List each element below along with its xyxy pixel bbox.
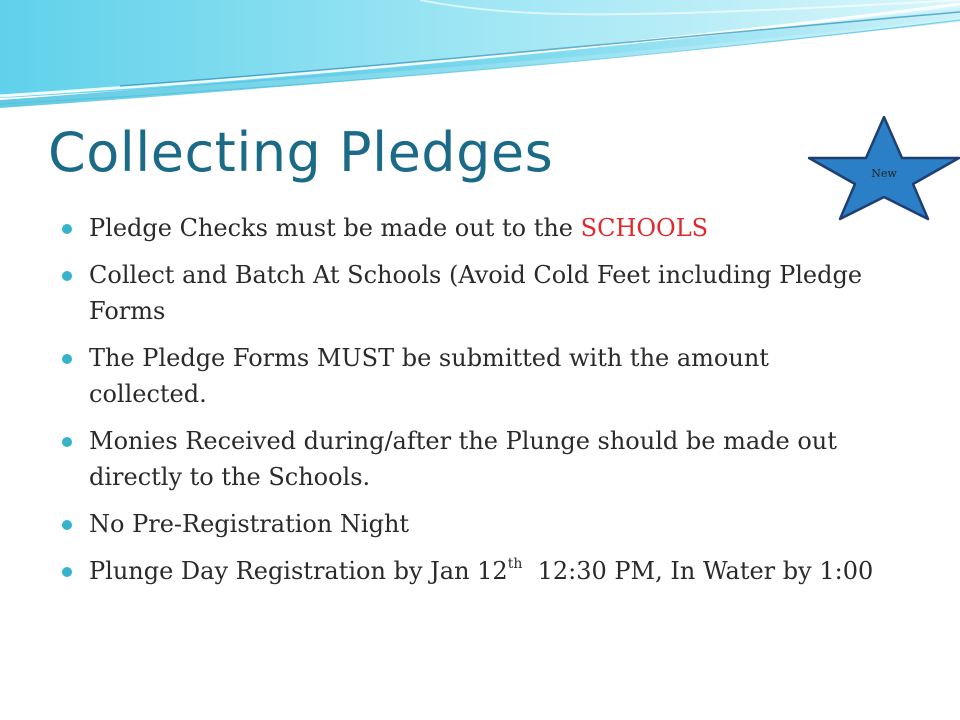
new-star-badge <box>808 116 960 222</box>
bullet-dot <box>62 271 72 281</box>
bullet-superscript: th <box>507 556 523 572</box>
bullet-list <box>62 210 892 600</box>
bullet-item <box>62 423 892 495</box>
bullet-item <box>62 553 892 589</box>
bullet-text: No Pre-Registration Night <box>89 510 410 538</box>
bullet-text: Monies Received during/after the Plunge should be made out directly to the Schools. <box>89 427 837 491</box>
bullet-text: Pledge Checks must be made out to the <box>89 214 581 242</box>
bullet-dot <box>62 354 72 364</box>
bullet-dot <box>62 567 72 577</box>
bullet-text: 12:30 PM, In Water by 1:00 <box>522 557 874 585</box>
bullet-dot <box>62 437 72 447</box>
bullet-text: Collect and Batch At Schools (Avoid Cold Feet including Pledge Forms <box>89 261 863 325</box>
wave-header-decoration <box>0 0 960 110</box>
star-label: New <box>871 167 897 180</box>
bullet-highlight: SCHOOLS <box>580 214 709 242</box>
bullet-item <box>62 257 892 329</box>
bullet-text: The Pledge Forms MUST be submitted with the amount collected. <box>89 344 769 408</box>
bullet-item <box>62 340 892 412</box>
bullet-text: Plunge Day Registration by Jan 12 <box>89 557 508 585</box>
bullet-item <box>62 210 892 246</box>
bullet-dot <box>62 520 72 530</box>
slide-title: Collecting Pledges <box>48 121 554 184</box>
bullet-dot <box>62 224 72 234</box>
bullet-item <box>62 506 892 542</box>
